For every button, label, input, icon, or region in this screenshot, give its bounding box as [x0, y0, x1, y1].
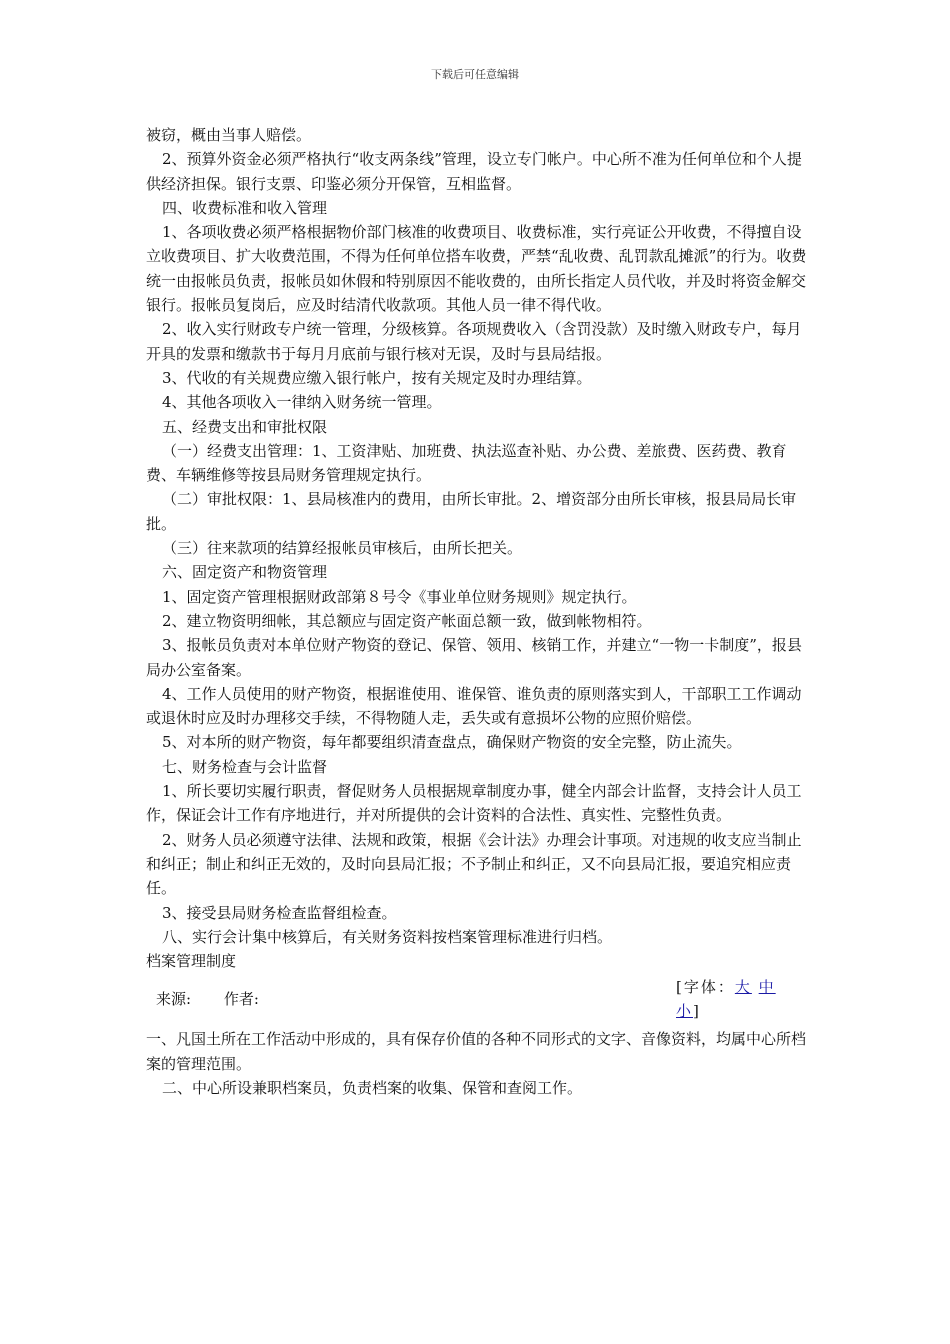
- paragraph: 被窃，概由当事人赔偿。: [146, 126, 312, 144]
- paragraph: 1、各项收费必须严格根据物价部门核准的收费项目、收费标准，实行亮证公开收费，不得擅自设立收费项目、扩大收费范围，不得为任何单位搭车收费，严禁“乱收费、乱罚款乱摊派”的行为。收费统一由报帐员负责，报帐员如休假和特别原因不能收费的，由所长指定人员代收，并及时将资金解交银行。报帐员复岗后，应及时结清代收款项。其他人员一律不得代收。: [146, 223, 807, 315]
- page-header-note: 下载后可任意编辑: [431, 68, 519, 81]
- section-heading: 六、固定资产和物资管理: [162, 563, 328, 582]
- font-size-suffix: ]: [693, 1002, 701, 1021]
- paragraph: 4、工作人员使用的财产物资，根据谁使用、谁保管、谁负责的原则落实到人，干部职工工作调动或退休时应及时办理移交手续，不得物随人走，丢失或有意损坏公物的应照价赔偿。: [146, 684, 802, 728]
- font-size-prefix: [字体：: [676, 978, 735, 997]
- section-heading: 七、财务检查与会计监督: [162, 757, 328, 776]
- font-size-large-link[interactable]: 大: [734, 978, 752, 997]
- article-meta: [156, 987, 287, 1011]
- paragraph: 4、其他各项收入一律纳入财务统一管理。: [162, 393, 442, 412]
- section-title: 档案管理制度: [146, 952, 237, 971]
- paragraph: 八、实行会计集中核算后，有关财务资料按档案管理标准进行归档。: [162, 927, 613, 946]
- paragraph: 1、所长要切实履行职责，督促财务人员根据规章制度办事，健全内部会计监督，支持会计人员工作，保证会计工作有序地进行，并对所提供的会计资料的合法性、真实性、完整性负责。: [146, 782, 802, 825]
- paragraph: 2、收入实行财政专户统一管理，分级核算。各项规费收入（含罚没款）及时缴入财政专户，每月开具的发票和缴款书于每月月底前与银行核对无误，及时与县局结报。: [146, 320, 802, 363]
- paragraph: 3、接受县局财务检查监督组检查。: [162, 903, 397, 922]
- font-size-small-link[interactable]: 小: [676, 1002, 694, 1021]
- paragraph: 3、报帐员负责对本单位财产物资的登记、保管、领用、核销工作，并建立“一物一卡制度”，报县局办公室备案。: [146, 636, 802, 679]
- article-meta-row: [146, 975, 816, 1027]
- paragraph: （三）往来款项的结算经报帐员审核后，由所长把关。: [162, 539, 523, 558]
- paragraph: 二、中心所设兼职档案员，负责档案的收集、保管和查阅工作。: [162, 1078, 583, 1097]
- paragraph: 2、财务人员必须遵守法律、法规和政策，根据《会计法》办理会计事项。对违规的收支应当制止和纠正；制止和纠正无效的，及时向县局汇报；不予制止和纠正，又不向县局汇报，要追究相应责任。: [146, 830, 802, 898]
- font-size-medium-link[interactable]: 中: [758, 978, 776, 997]
- document-body: [146, 123, 816, 1100]
- source-label: 来源:: [156, 990, 192, 1009]
- author-label: 作者:: [223, 990, 259, 1009]
- paragraph: 一、凡国土所在工作活动中形成的，具有保存价值的各种不同形式的文字、音像资料，均属中心所档案的管理范围。: [146, 1030, 807, 1073]
- font-size-selector: [676, 975, 804, 1023]
- section-heading: 五、经费支出和审批权限: [162, 417, 328, 436]
- paragraph: 2、预算外资金必须严格执行“收支两条线”管理，设立专门帐户。中心所不准为任何单位和个人提供经济担保。银行支票、印鉴必须分开保管，互相监督。: [146, 150, 802, 193]
- paragraph: 1、固定资产管理根据财政部第８号令《事业单位财务规则》规定执行。: [162, 587, 637, 606]
- paragraph: 5、对本所的财产物资，每年都要组织清查盘点，确保财产物资的安全完整，防止流失。: [162, 733, 742, 752]
- paragraph: 2、建立物资明细帐，其总额应与固定资产帐面总额一致，做到帐物相符。: [162, 611, 652, 630]
- paragraph: （一）经费支出管理：1、工资津贴、加班费、执法巡查补贴、办公费、差旅费、医药费、教育费、车辆维修等按县局财务管理规定执行。: [146, 441, 787, 485]
- paragraph: 3、代收的有关规费应缴入银行帐户，按有关规定及时办理结算。: [162, 368, 592, 387]
- paragraph: （二）审批权限：1、县局核准内的费用，由所长审批。2、增资部分由所长审核，报县局局长审批。: [146, 490, 797, 533]
- section-heading: 四、收费标准和收入管理: [162, 198, 328, 217]
